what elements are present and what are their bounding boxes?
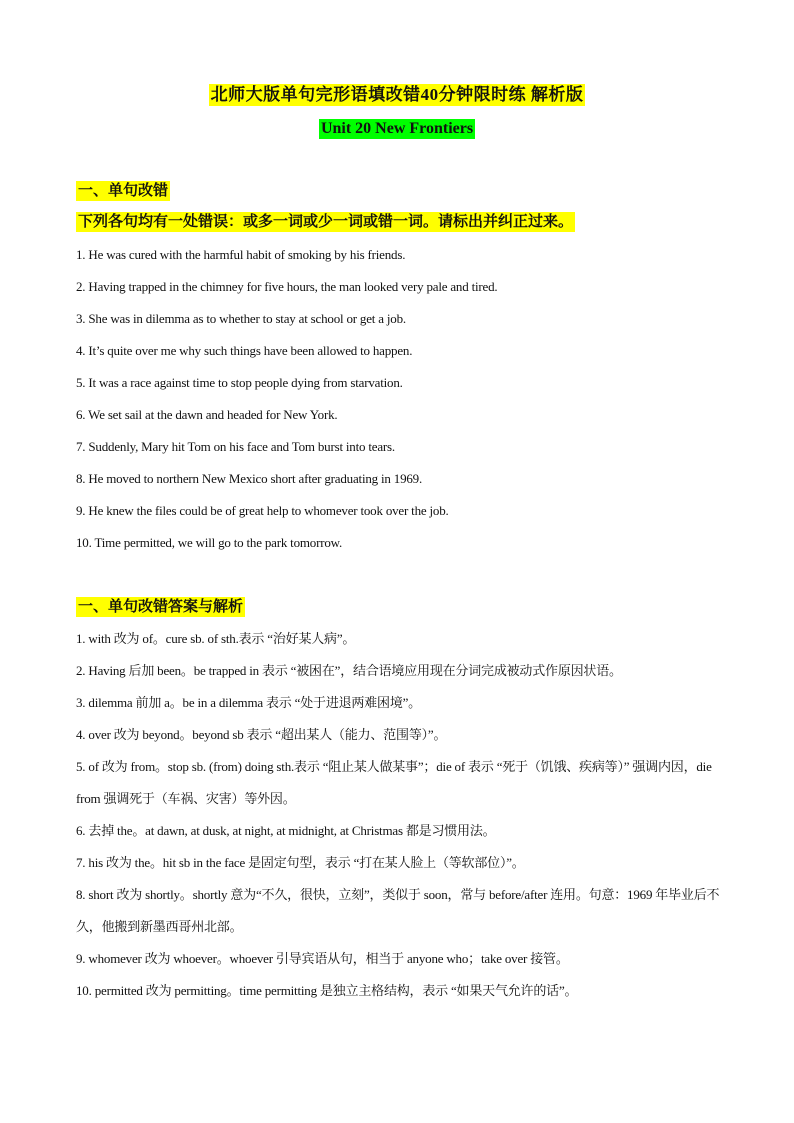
answer-item: 7. his 改为 the。hit sb in the face 是固定句型，表示 “打在某人脸上（等软部位）”。 [76,855,525,870]
question-item: 6. We set sail at the dawn and headed for New York. [76,407,338,422]
page-title: 北师大版单句完形语填改错40分钟限时练 解析版 [210,85,584,104]
answer-item: 9. whomever 改为 whoever。whoever 引导宾语从句，相当于 anyone who；take over 接管。 [76,951,569,966]
answer-item: 5. of 改为 from。stop sb. (from) doing sth.表示 “阻止某人做某事”；die of 表示 “死于（饥饿、疾病等）” 强调内因，die from 强调死于（车祸、灾害）等外因。 [76,759,712,806]
question-item: 8. He moved to northern New Mexico short after graduating in 1969. [76,471,423,486]
section1-heading-row [76,181,170,201]
section1-heading: 一、单句改错 [78,183,169,199]
answer-item: 6. 去掉 the。at dawn, at dusk, at night, at midnight, at Christmas 都是习惯用法。 [76,823,496,838]
section2-heading: 一、单句改错答案与解析 [78,599,244,615]
answer-item: 8. short 改为 shortly。shortly 意为“不久，很快，立刻”，类似于 soon，常与 before/after 连用。句意：1969 年毕业后不久，他搬到新墨西哥州北部。 [76,887,720,934]
question-item: 7. Suddenly, Mary hit Tom on his face and Tom burst into tears. [76,439,395,454]
question-item: 9. He knew the files could be of great help to whomever took over the job. [76,503,449,518]
section1-instruction: 下列各句均有一处错误：或多一词或少一词或错一词。请标出并纠正过来。 [78,214,574,230]
question-item: 10. Time permitted, we will go to the park tomorrow. [76,535,343,550]
question-item: 1. He was cured with the harmful habit of smoking by his friends. [76,247,406,262]
section2-heading-row [76,597,245,617]
answer-item: 2. Having 后加 been。be trapped in 表示 “被困在”，结合语境应用现在分词完成被动式作原因状语。 [76,663,622,678]
title-row [0,84,794,106]
answer-item: 10. permitted 改为 permitting。time permitting 是独立主格结构，表示 “如果天气允许的话”。 [76,983,578,998]
question-item: 2. Having trapped in the chimney for five hours, the man looked very pale and tired. [76,279,498,294]
subtitle-row [0,119,794,139]
question-item: 3. She was in dilemma as to whether to stay at school or get a job. [76,311,406,326]
answer-item: 3. dilemma 前加 a。be in a dilemma 表示 “处于进退两难困境”。 [76,695,421,710]
question-item: 4. It’s quite over me why such things have been allowed to happen. [76,343,413,358]
page-subtitle: Unit 20 New Frontiers [320,120,474,137]
question-item: 5. It was a race against time to stop people dying from starvation. [76,375,403,390]
section1-instruction-row [76,212,575,232]
answer-item: 1. with 改为 of。cure sb. of sth.表示 “治好某人病”。 [76,631,356,646]
answer-item: 4. over 改为 beyond。beyond sb 表示 “超出某人（能力、范围等）”。 [76,727,447,742]
